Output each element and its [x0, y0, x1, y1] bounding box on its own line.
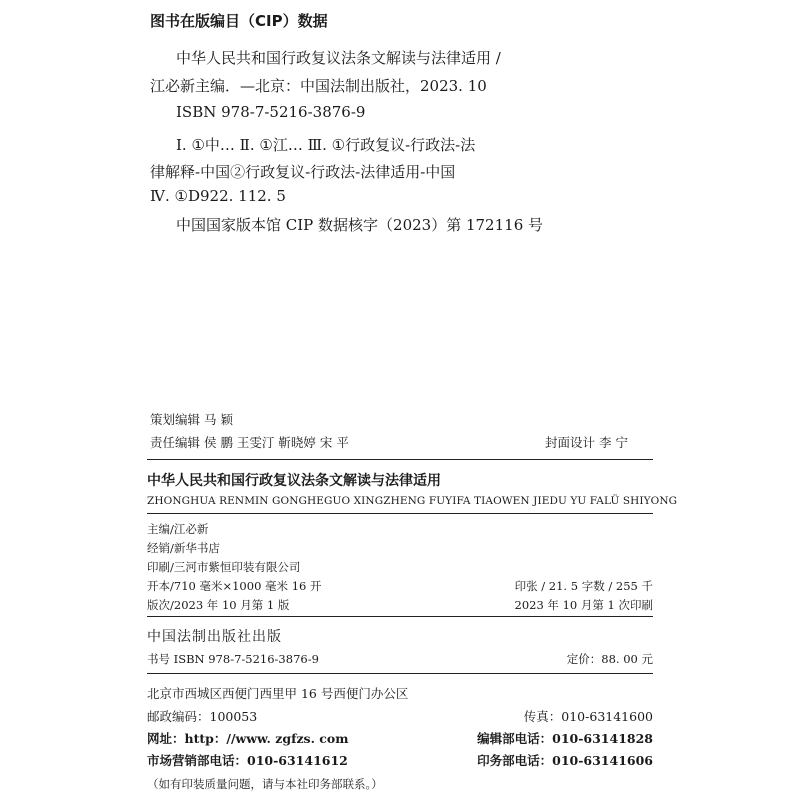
cip-author-line: 江必新主编．—北京：中国法制出版社，2023. 10 — [150, 77, 487, 95]
divider-1 — [147, 459, 653, 460]
divider-3 — [147, 616, 653, 617]
contact-address: 北京市西城区西便门西里甲 16 号西便门办公区 — [147, 686, 409, 701]
planning-editor: 策划编辑 马 颖 — [150, 412, 233, 427]
spec-printing: 2023 年 10 月第 1 次印刷 — [514, 598, 653, 612]
contact-fax: 传真：010-63141600 — [523, 709, 653, 724]
contact-postal: 邮政编码：100053 — [147, 709, 258, 724]
contact-print-dept-phone: 印务部电话：010-63141606 — [477, 753, 653, 768]
divider-2 — [147, 513, 653, 514]
divider-4 — [147, 673, 653, 674]
cip-class-line-3: Ⅳ. ①D922. 112. 5 — [150, 187, 286, 205]
responsible-editors: 责任编辑 侯 鹏 王雯汀 靳晓婷 宋 平 — [150, 435, 349, 450]
contact-marketing-phone: 市场营销部电话：010-63141612 — [147, 753, 348, 768]
spec-distributor: 经销/新华书店 — [147, 541, 220, 555]
contact-editorial-phone: 编辑部电话：010-63141828 — [477, 731, 653, 746]
cover-design: 封面设计 李 宁 — [545, 435, 628, 450]
contact-website: 网址：http：//www. zgfzs. com — [147, 731, 349, 746]
spec-editor: 主编/江必新 — [147, 522, 209, 536]
spec-edition: 版次/2023 年 10 月第 1 版 — [147, 598, 290, 612]
publisher-name: 中国法制出版社出版 — [147, 629, 282, 645]
publisher-price: 定价：88. 00 元 — [566, 652, 653, 666]
cip-isbn-line: ISBN 978-7-5216-3876-9 — [176, 103, 366, 121]
contact-note: （如有印装质量问题，请与本社印务部联系。） — [147, 777, 383, 791]
spec-sheets: 印张 / 21. 5 字数 / 255 千 — [514, 579, 653, 593]
spec-printer: 印刷/三河市紫恒印装有限公司 — [147, 560, 301, 574]
book-title-pinyin: ZHONGHUA RENMIN GONGHEGUO XINGZHENG FUYIFA TIAOWEN JIEDU YU FALÜ SHIYONG — [147, 495, 678, 507]
cip-class-line-1: Ⅰ. ①中… Ⅱ. ①江… Ⅲ. ①行政复议-行政法-法 — [176, 136, 476, 154]
cip-class-line-2: 律解释-中国②行政复议-行政法-法律适用-中国 — [150, 163, 456, 181]
publisher-book-number: 书号 ISBN 978-7-5216-3876-9 — [147, 652, 319, 666]
spec-format: 开本/710 毫米×1000 毫米 16 开 — [147, 579, 322, 593]
cip-heading: 图书在版编目（CIP）数据 — [150, 12, 328, 30]
cip-title-line: 中华人民共和国行政复议法条文解读与法律适用 / — [176, 49, 501, 67]
book-title-cn: 中华人民共和国行政复议法条文解读与法律适用 — [147, 473, 441, 489]
cip-record-line: 中国国家版本馆 CIP 数据核字（2023）第 172116 号 — [176, 216, 544, 234]
